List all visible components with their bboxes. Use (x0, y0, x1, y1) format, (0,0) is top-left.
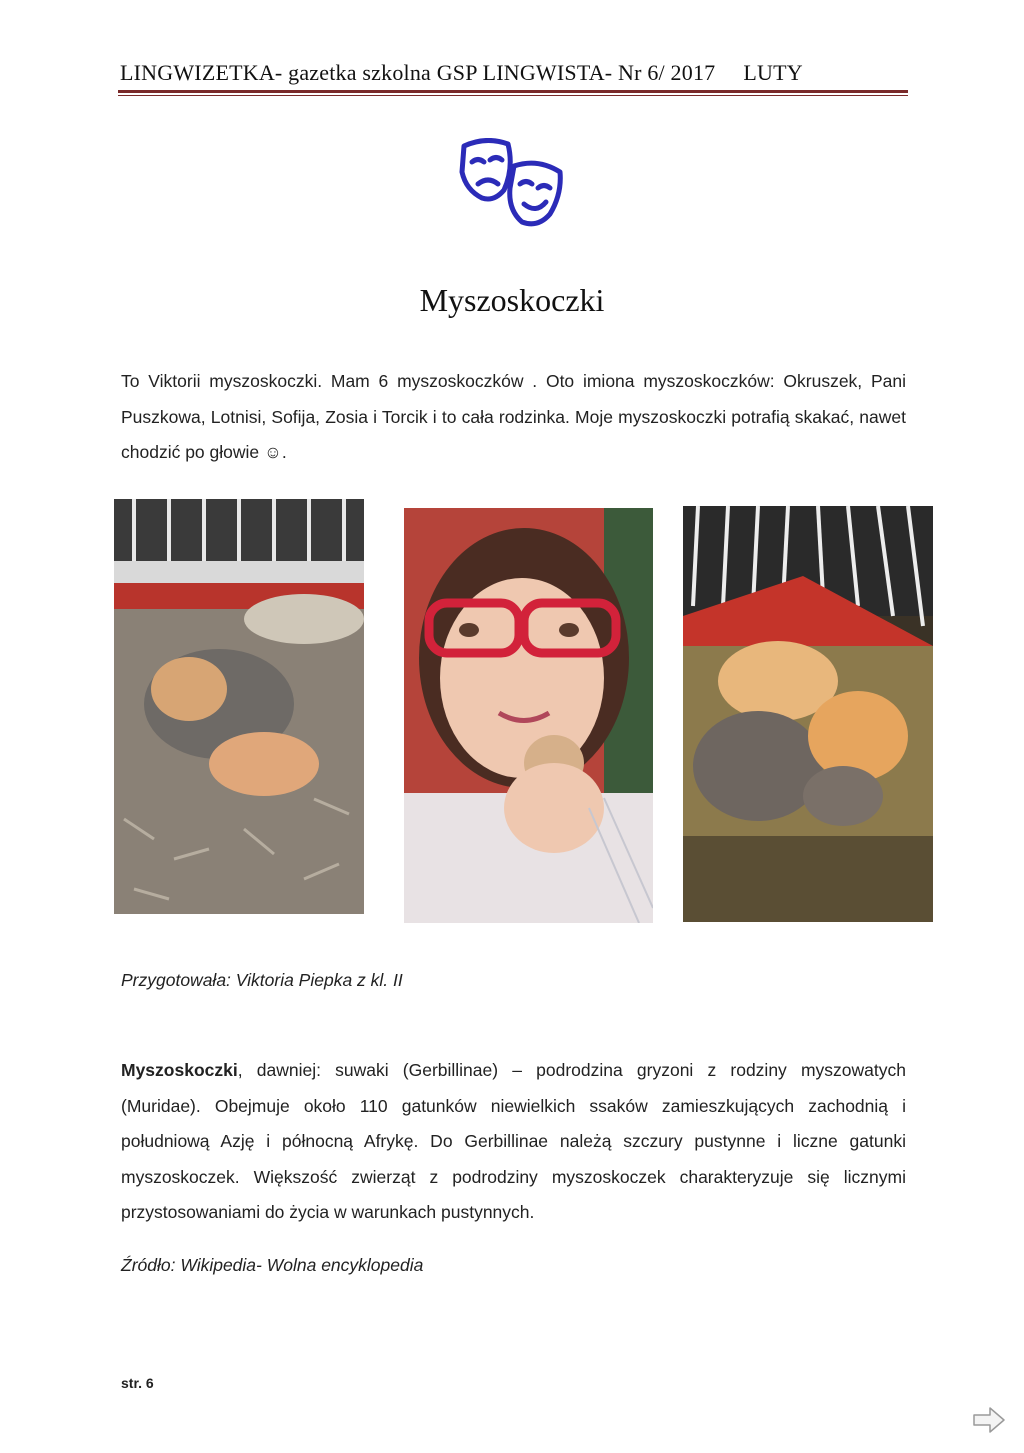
header-month: LUTY (743, 60, 803, 85)
next-page-arrow-icon[interactable] (972, 1405, 1006, 1435)
definition-term: Myszoskoczki (121, 1060, 238, 1080)
definition-text: , dawniej: suwaki (Gerbillinae) – podrodzina gryzoni z rodziny myszowatych (Muridae). Obejmuje około 110 gatunków niewielkich ssaków zamieszkujących zachodnią i południową Azję i północną Afrykę. Do Gerbillinae należą szczury pustynne i liczne gatunki myszoskoczek. Większość zwierząt z podrodziny myszoskoczek charakteryzuje się licznymi przystosowaniami do życia w warunkach pustynnych. (121, 1060, 906, 1222)
source-note: Źródło: Wikipedia- Wolna encyklopedia (121, 1255, 424, 1275)
theatre-masks-icon (456, 138, 570, 232)
photo-credit: Przygotowała: Viktoria Piepka z kl. II (121, 970, 403, 990)
intro-paragraph: To Viktorii myszoskoczki. Mam 6 myszoskoczków . Oto imiona myszoskoczków: Okruszek, Pani Puszkowa, Lotnisi, Sofija, Zosia i Torcik i to cała rodzinka. Moje myszoskoczki potrafią skakać, nawet chodzić po głowie ☺. (121, 371, 906, 462)
gerbils-in-nest-photo (114, 499, 364, 914)
header-title: LINGWIZETKA- gazetka szkolna GSP LINGWISTA- Nr 6/ 2017 (120, 60, 716, 85)
header-rule-thin (118, 95, 908, 96)
article-title: Myszoskoczki (419, 282, 605, 318)
newsletter-header (120, 60, 910, 86)
header-rule-thick (118, 90, 908, 93)
gerbils-in-cage-photo (683, 506, 933, 922)
girl-holding-gerbil-photo (404, 508, 653, 923)
page-number: str. 6 (121, 1375, 154, 1391)
definition-paragraph (121, 1053, 906, 1231)
